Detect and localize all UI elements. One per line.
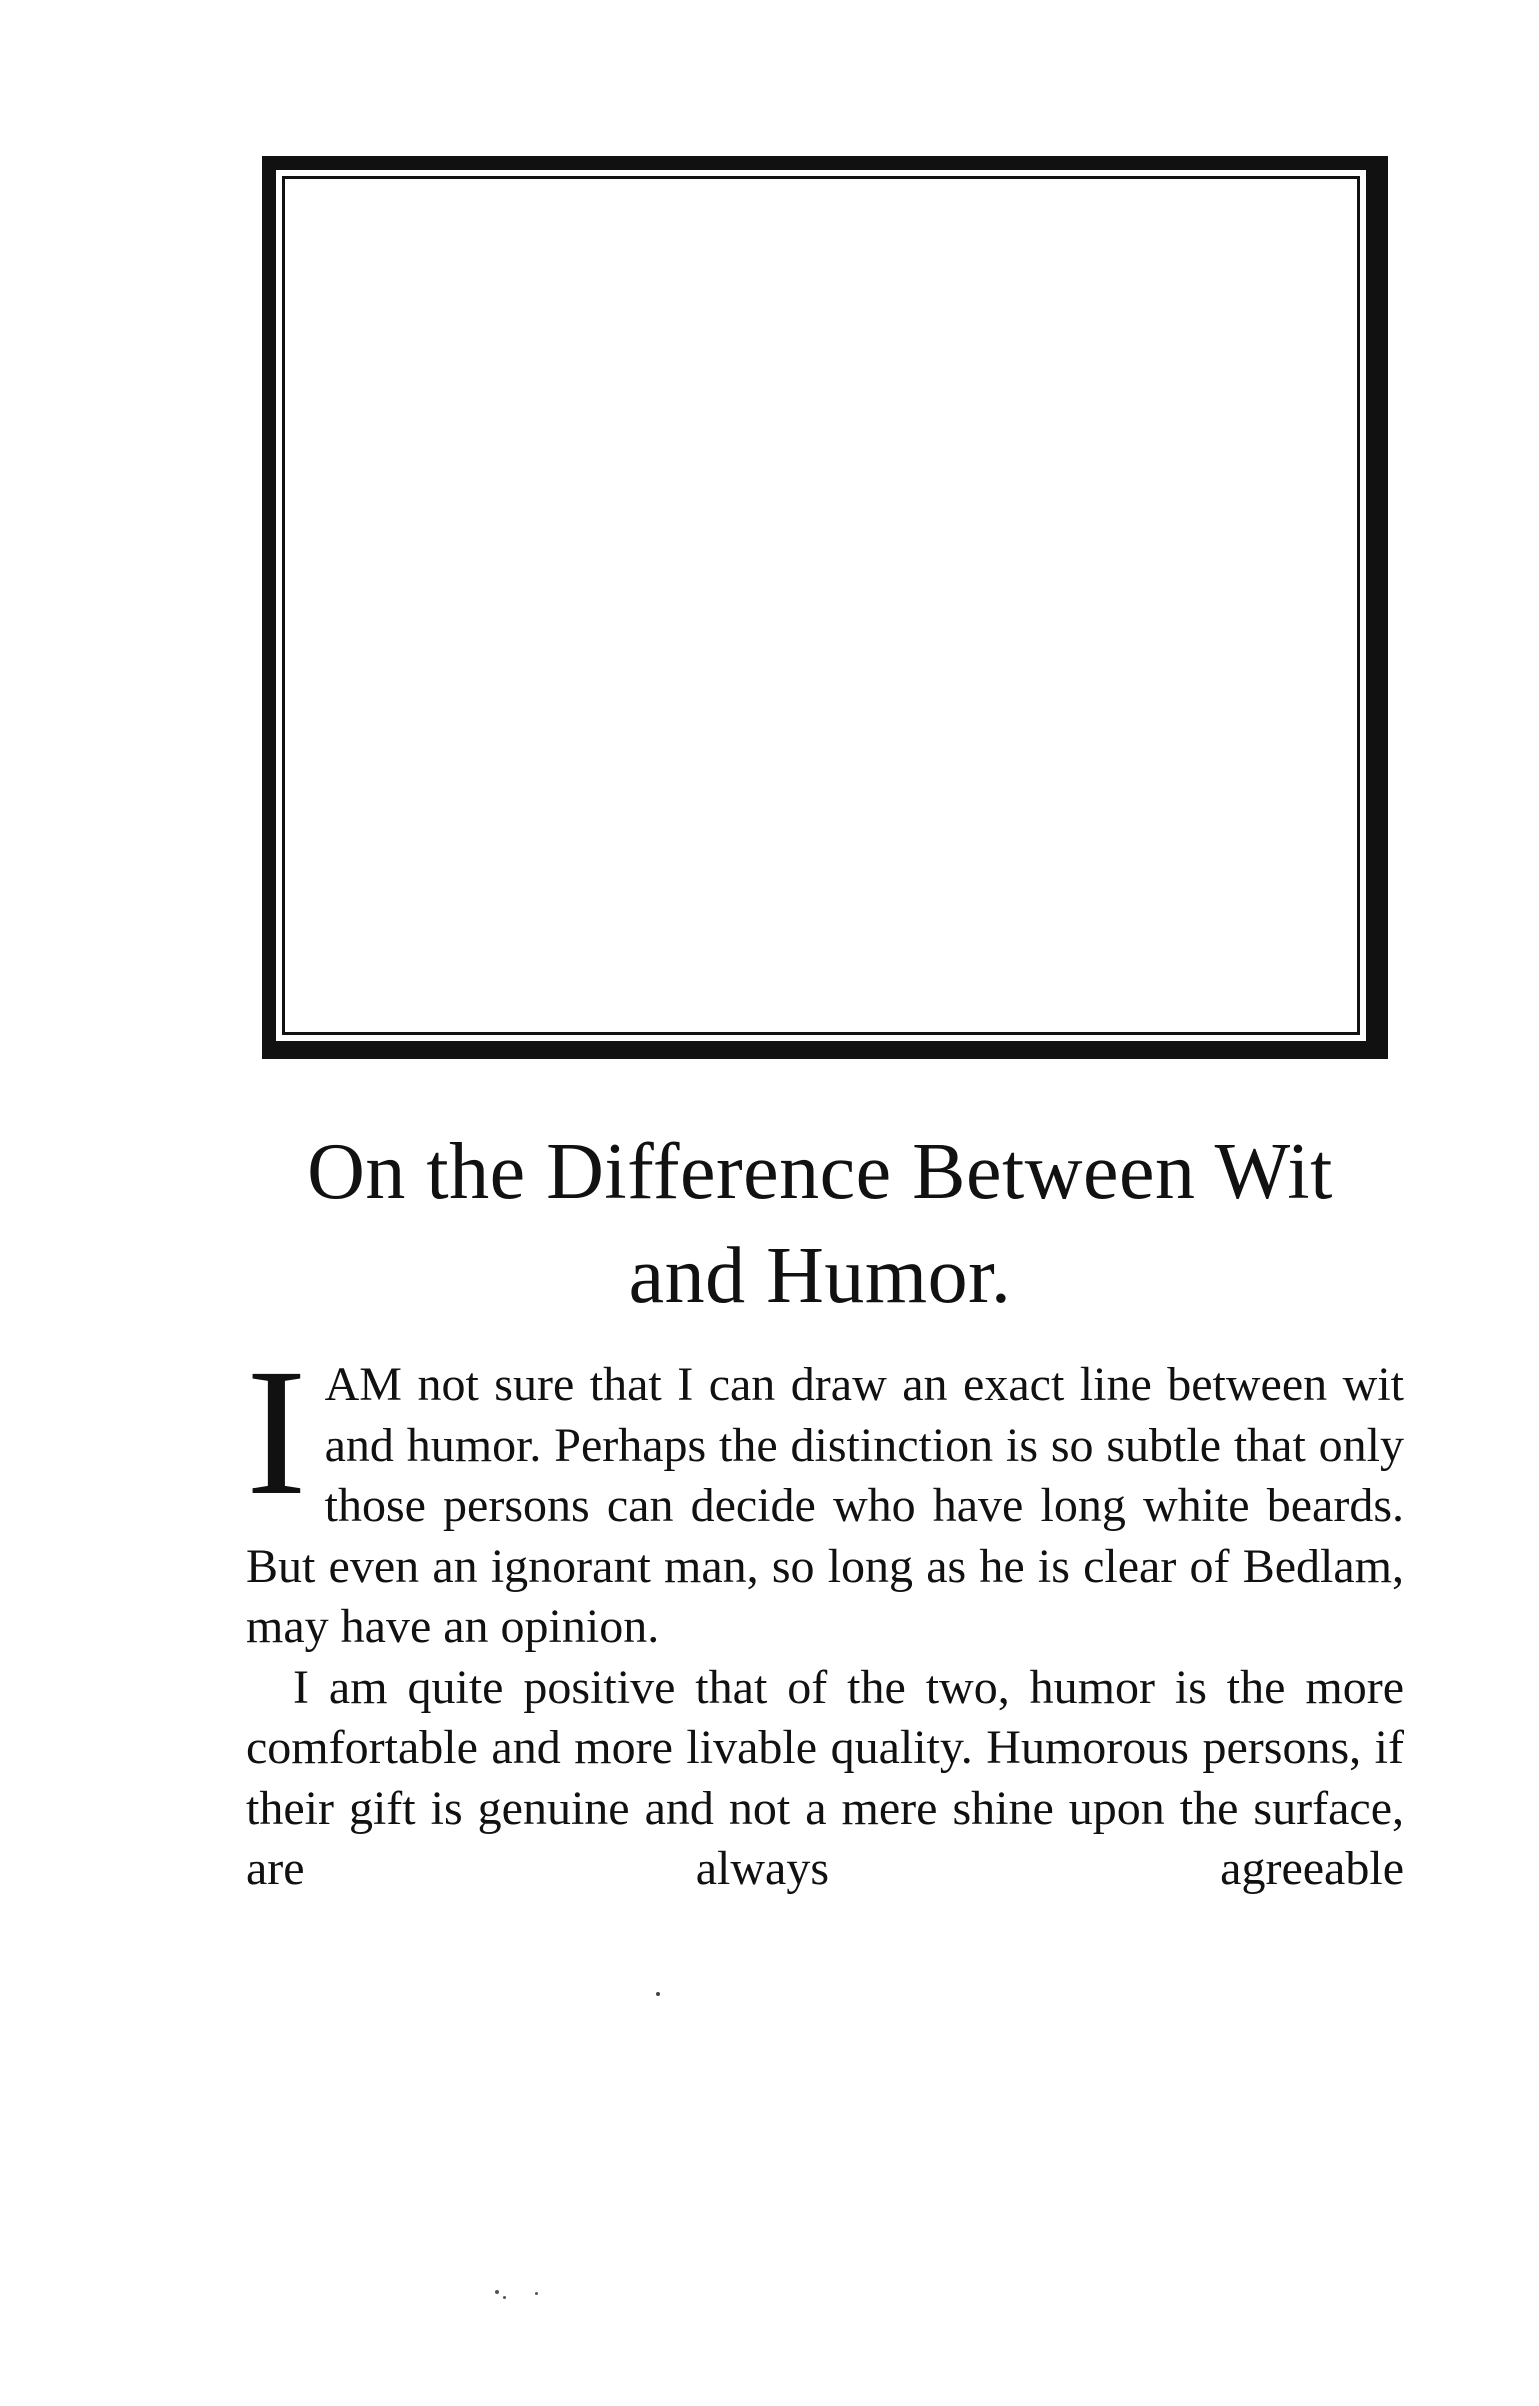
paragraph-2 [246,1658,1404,1900]
chapter-title-line-2: and Humor. [628,1232,1012,1320]
print-speck [656,1992,660,1996]
print-speck [503,2296,506,2299]
drop-cap: I [246,1332,307,1533]
print-speck [535,2292,538,2295]
illustration-frame-inner [282,176,1360,1035]
print-specks [485,2284,545,2304]
print-speck [495,2290,499,2294]
paragraph-2-text: I am quite positive that of the two, humor is the more comfortable and more livable quality. Humorous persons, if their gift is genuine and not a mere shine upon the surface, are always agreeable [246,1660,1404,1895]
body-text [246,1332,1404,1900]
illustration-frame [262,156,1388,1059]
paragraph-1 [246,1332,1404,1658]
chapter-title-line-1: On the Difference Between Wit [307,1128,1333,1216]
chapter-title [200,1120,1440,1328]
paragraph-1-text: AM not sure that I can draw an exact line between wit and humor. Perhaps the distinction is so subtle that only those persons can decide who have long white beards. But even an ignorant man, so long as he is clear of Bedlam, may have an opinion. [246,1358,1404,1653]
